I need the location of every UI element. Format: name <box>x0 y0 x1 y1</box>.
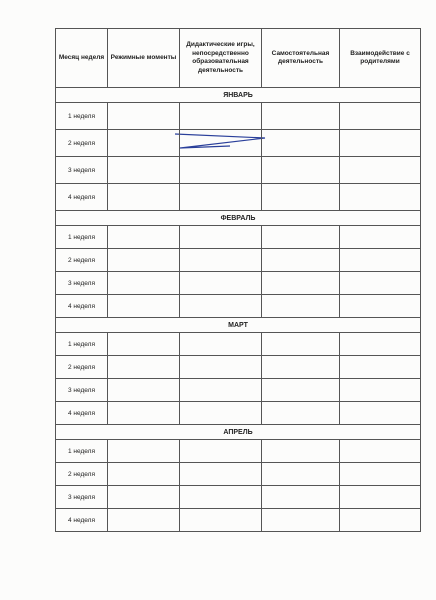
cell <box>180 486 262 509</box>
cell <box>180 440 262 463</box>
cell <box>108 103 180 130</box>
cell <box>108 463 180 486</box>
week-label: 4 неделя <box>56 184 108 211</box>
cell <box>340 440 421 463</box>
cell <box>262 295 340 318</box>
cell <box>262 463 340 486</box>
cell <box>180 463 262 486</box>
cell <box>262 333 340 356</box>
cell <box>108 509 180 532</box>
cell <box>108 295 180 318</box>
week-label: 4 неделя <box>56 402 108 425</box>
week-label: 3 неделя <box>56 486 108 509</box>
cell <box>108 157 180 184</box>
cell <box>108 272 180 295</box>
week-label: 2 неделя <box>56 249 108 272</box>
table-row <box>56 184 421 211</box>
cell <box>262 486 340 509</box>
week-label: 1 неделя <box>56 226 108 249</box>
month-title: АПРЕЛЬ <box>56 425 421 440</box>
table-row <box>56 333 421 356</box>
cell <box>108 249 180 272</box>
cell <box>340 402 421 425</box>
cell <box>262 509 340 532</box>
cell <box>262 226 340 249</box>
cell <box>108 333 180 356</box>
table-row <box>56 295 421 318</box>
col-header-games: Дидактические игры, непосредственно образовательная деятельность <box>180 29 262 88</box>
cell <box>340 184 421 211</box>
cell <box>262 157 340 184</box>
cell <box>180 184 262 211</box>
week-label: 3 неделя <box>56 272 108 295</box>
table-row <box>56 249 421 272</box>
cell <box>180 103 262 130</box>
cell <box>262 130 340 157</box>
week-label: 2 неделя <box>56 356 108 379</box>
table-row <box>56 486 421 509</box>
cell <box>340 130 421 157</box>
cell <box>180 249 262 272</box>
cell <box>108 440 180 463</box>
cell <box>180 157 262 184</box>
month-title: МАРТ <box>56 318 421 333</box>
cell <box>180 226 262 249</box>
cell <box>180 295 262 318</box>
cell <box>340 333 421 356</box>
table-row <box>56 103 421 130</box>
cell <box>180 272 262 295</box>
cell <box>340 157 421 184</box>
cell <box>108 402 180 425</box>
week-label: 2 неделя <box>56 130 108 157</box>
cell <box>340 249 421 272</box>
cell <box>180 333 262 356</box>
table-row <box>56 226 421 249</box>
cell <box>180 130 262 157</box>
cell <box>180 402 262 425</box>
cell <box>262 440 340 463</box>
cell <box>340 356 421 379</box>
month-row-february <box>56 211 421 226</box>
header-row <box>56 29 421 88</box>
week-label: 3 неделя <box>56 379 108 402</box>
col-header-week: Месяц неделя <box>56 29 108 88</box>
cell <box>340 486 421 509</box>
cell <box>262 402 340 425</box>
cell <box>340 226 421 249</box>
cell <box>262 249 340 272</box>
cell <box>108 184 180 211</box>
week-label: 1 неделя <box>56 103 108 130</box>
col-header-parents: Взаимодействие с родителями <box>340 29 421 88</box>
cell <box>262 272 340 295</box>
table-row <box>56 130 421 157</box>
col-header-moments: Режимные моменты <box>108 29 180 88</box>
week-label: 2 неделя <box>56 463 108 486</box>
cell <box>262 379 340 402</box>
table-row <box>56 440 421 463</box>
cell <box>340 379 421 402</box>
month-title: ФЕВРАЛЬ <box>56 211 421 226</box>
month-row-january <box>56 88 421 103</box>
week-label: 3 неделя <box>56 157 108 184</box>
cell <box>108 379 180 402</box>
cell <box>180 356 262 379</box>
cell <box>340 509 421 532</box>
table-row <box>56 356 421 379</box>
table-row <box>56 402 421 425</box>
cell <box>340 272 421 295</box>
cell <box>108 226 180 249</box>
cell <box>180 379 262 402</box>
table-row <box>56 272 421 295</box>
week-label: 1 неделя <box>56 440 108 463</box>
cell <box>262 103 340 130</box>
cell <box>340 295 421 318</box>
cell <box>262 184 340 211</box>
cell <box>180 509 262 532</box>
table-row <box>56 509 421 532</box>
week-label: 4 неделя <box>56 509 108 532</box>
cell <box>340 103 421 130</box>
col-header-independent: Самостоятельная деятельность <box>262 29 340 88</box>
month-row-march <box>56 318 421 333</box>
cell <box>108 130 180 157</box>
month-title: ЯНВАРЬ <box>56 88 421 103</box>
table-row <box>56 463 421 486</box>
cell <box>108 486 180 509</box>
table-row <box>56 379 421 402</box>
month-row-april <box>56 425 421 440</box>
week-label: 4 неделя <box>56 295 108 318</box>
table-row <box>56 157 421 184</box>
cell <box>108 356 180 379</box>
lesson-plan-table <box>55 28 421 532</box>
cell <box>340 463 421 486</box>
week-label: 1 неделя <box>56 333 108 356</box>
cell <box>262 356 340 379</box>
